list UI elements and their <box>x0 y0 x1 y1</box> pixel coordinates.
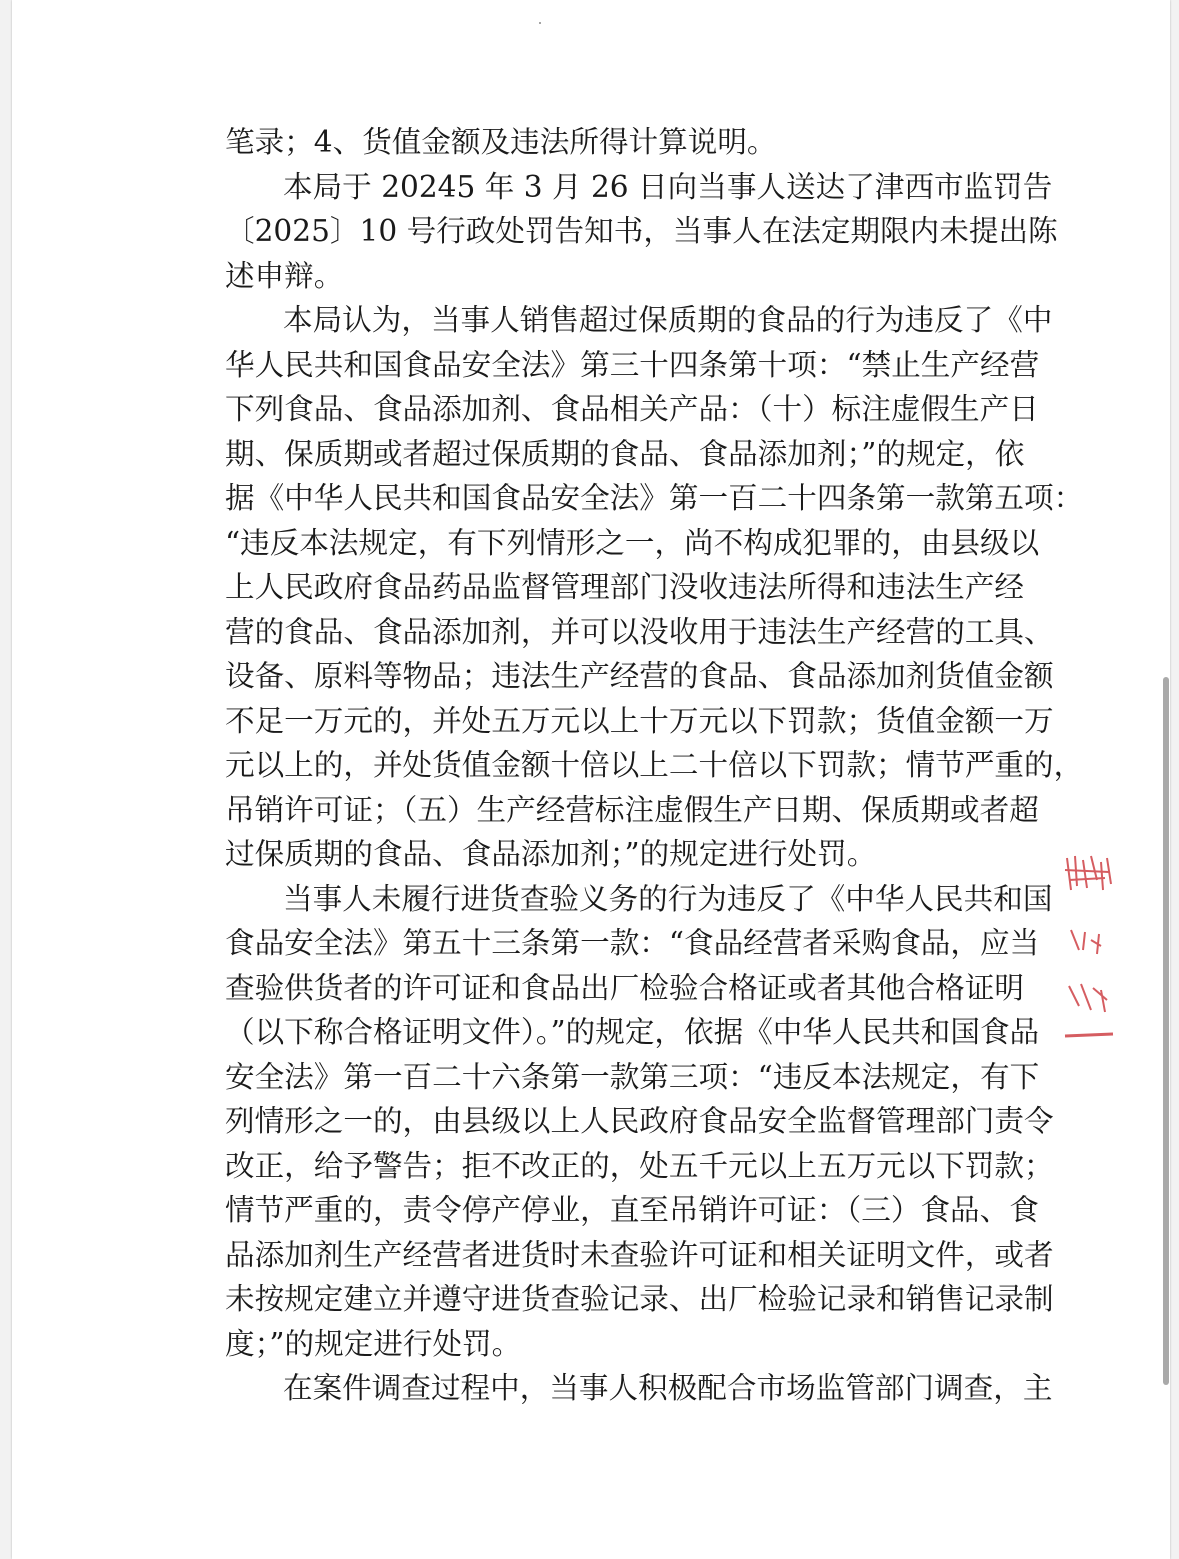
text-line: 改正，给予警告；拒不改正的，处五千元以上五万元以下罚款； <box>225 1148 1054 1183</box>
text-line: “违反本法规定，有下列情形之一，尚不构成犯罪的，由县级以 <box>225 525 1040 560</box>
text-line: 述申辩。 <box>225 258 344 293</box>
document-body <box>225 120 1084 1411</box>
text-line: （以下称合格证明文件）。”的规定，依据《中华人民共和国食品 <box>225 1015 1040 1049</box>
text-line: 未按规定建立并遵守进货查验记录、出厂检验记录和销售记录制 <box>225 1282 1054 1316</box>
text-line: 过保质期的食品、食品添加剂；”的规定进行处罚。 <box>225 837 877 871</box>
text-line: 安全法》第一百二十六条第一款第三项：“违反本法规定，有下 <box>225 1059 1040 1094</box>
text-line: 下列食品、食品添加剂、食品相关产品：（十）标注虚假生产日 <box>225 392 1039 426</box>
scan-speck <box>539 22 541 24</box>
text-line: 查验供货者的许可证和食品出厂检验合格证或者其他合格证明 <box>225 970 1025 1005</box>
text-line: 笔录；4、货值金额及违法所得计算说明。 <box>225 125 777 159</box>
text-line: 期、保质期或者超过保质期的食品、食品添加剂；”的规定，依 <box>225 436 1025 471</box>
text-line: 当事人未履行进货查验义务的行为违反了《中华人民共和国 <box>283 881 1053 916</box>
text-line: 吊销许可证；（五）生产经营标注虚假生产日期、保质期或者超 <box>225 792 1039 827</box>
text-line: 本局认为，当事人销售超过保质期的食品的行为违反了《中 <box>283 303 1053 337</box>
text-line: 本局于 20245 年 3 月 26 日向当事人送达了津西市监罚告 <box>283 169 1053 204</box>
text-line: 营的食品、食品添加剂，并可以没收用于违法生产经营的工具、 <box>225 614 1054 649</box>
text-line: 元以上的，并处货值金额十倍以上二十倍以下罚款；情节严重的， <box>225 748 1084 782</box>
text-line: 设备、原料等物品；违法生产经营的食品、食品添加剂货值金额 <box>225 659 1054 693</box>
scrollbar-thumb[interactable] <box>1163 677 1169 1385</box>
seal-stamp-fragment <box>1057 850 1119 1050</box>
text-line: 〔2025〕10 号行政处罚告知书，当事人在法定期限内未提出陈 <box>225 214 1058 248</box>
text-line: 情节严重的，责令停产停业，直至吊销许可证：（三）食品、食 <box>225 1193 1039 1227</box>
text-line: 食品安全法》第五十三条第一款：“食品经营者采购食品，应当 <box>225 926 1040 960</box>
text-line: 品添加剂生产经营者进货时未查验许可证和相关证明文件，或者 <box>225 1237 1054 1272</box>
document-page <box>12 0 1170 1559</box>
text-line: 上人民政府食品药品监督管理部门没收违法所得和违法生产经 <box>225 570 1025 604</box>
text-line: 度；”的规定进行处罚。 <box>225 1326 522 1361</box>
text-line: 列情形之一的，由县级以上人民政府食品安全监督管理部门责令 <box>225 1104 1054 1138</box>
text-line: 不足一万元的，并处五万元以上十万元以下罚款；货值金额一万 <box>225 703 1054 738</box>
text-line: 在案件调查过程中，当事人积极配合市场监管部门调查，主 <box>283 1371 1053 1405</box>
text-line: 华人民共和国食品安全法》第三十四条第十项：“禁止生产经营 <box>225 347 1040 382</box>
text-line: 据《中华人民共和国食品安全法》第一百二十四条第一款第五项： <box>225 481 1084 515</box>
